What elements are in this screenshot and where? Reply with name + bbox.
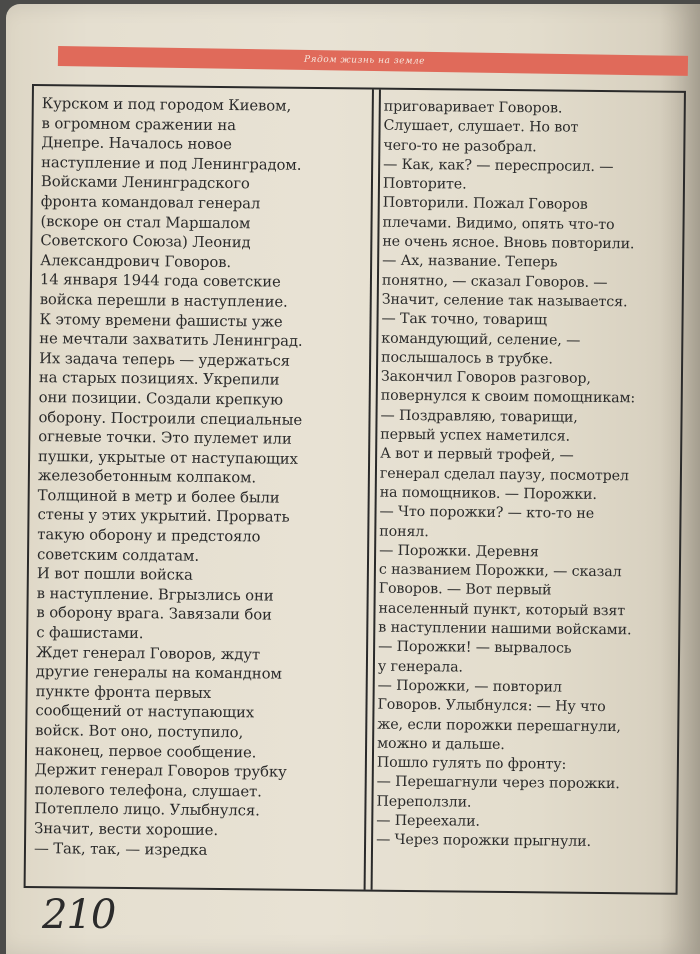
text-line: Держит генерал Говоров трубку	[34, 761, 287, 781]
text-line: — Переехали.	[376, 812, 480, 830]
text-line: — Ах, название. Теперь	[382, 253, 558, 271]
text-line: в огромном сражении на	[41, 114, 236, 134]
text-line: можно и дальше.	[377, 735, 505, 753]
text-line: с названием Порожки, — сказал	[378, 561, 622, 581]
text-line: Ждет генерал Говоров, ждут	[35, 643, 261, 664]
text-line: А вот и первый трофей, —	[380, 446, 574, 465]
text-line: железобетонным колпаком.	[37, 467, 257, 487]
text-line: — Порожки, — повторил	[377, 677, 562, 696]
text-line: Значит, вести хорошие.	[34, 820, 219, 839]
text-line: наконец, первое сообщение.	[34, 741, 257, 761]
text-line: на помощников. — Порожки.	[379, 484, 597, 503]
text-line: советским солдатам.	[36, 545, 200, 565]
right-column	[376, 98, 678, 854]
text-line: Войсками Ленинградского	[40, 173, 250, 193]
text-line: Переползли.	[376, 793, 472, 811]
text-line: — Так точно, товарищ	[381, 310, 547, 329]
book-page	[6, 4, 700, 954]
text-line: фронта командовал генерал	[40, 193, 261, 213]
text-line: в наступлении нашими войсками.	[378, 619, 632, 639]
text-line: Толщиной в метр и более были	[37, 486, 280, 507]
text-line: Закончил Говоров разговор,	[380, 368, 591, 388]
text-line: пункте фронта первых	[35, 682, 212, 702]
text-line: Днепре. Началось новое	[41, 134, 232, 154]
text-line: с фашистами.	[36, 624, 144, 643]
text-line: генерал сделал паузу, посмотрел	[379, 465, 629, 484]
text-line: Говоров. — Вот первый	[378, 581, 552, 599]
text-line: послышалось в трубке.	[381, 349, 553, 368]
text-line: 14 января 1944 года советские	[39, 271, 281, 291]
text-line: К этому времени фашисты уже	[39, 310, 283, 331]
text-line: — Через порожки прыгнули.	[376, 831, 592, 851]
text-line: войска перешли в наступление.	[39, 291, 288, 311]
text-line: полевого телефона, слушает.	[34, 780, 262, 801]
text-line: Говоров. Улыбнулся: — Ну что	[377, 696, 606, 716]
text-line: Повторили. Пожал Говоров	[382, 195, 588, 214]
text-frame	[24, 84, 686, 895]
text-line: повернулся к своим помощникам:	[380, 388, 636, 407]
text-line: населенный пункт, который взят	[378, 600, 626, 619]
text-line: в оборону врага. Завязали бои	[36, 604, 272, 624]
text-line: Повторите.	[382, 175, 467, 193]
text-line: на старых позициях. Укрепили	[38, 369, 280, 389]
text-line: другие генералы на командном	[35, 663, 282, 683]
text-line: Советского Союза) Леонид	[40, 232, 251, 252]
text-line: не мечтали захватить Ленинград.	[39, 330, 303, 350]
text-line: Курском и под городом Киевом,	[41, 95, 292, 115]
text-line: оборону. Построили специальные	[38, 408, 303, 429]
text-line: сообщений от наступающих	[35, 702, 255, 722]
text-line: (вскоре он стал Маршалом	[40, 212, 251, 232]
text-line: чего-то не разобрал.	[383, 137, 537, 155]
text-line: Их задача теперь — удержаться	[39, 349, 291, 370]
text-line: же, если порожки перешагнули,	[377, 716, 621, 735]
text-line: в наступление. Вгрызлись они	[36, 584, 274, 605]
text-line: И вот пошли войска	[36, 565, 193, 584]
text-line: огневые точки. Это пулемет или	[38, 428, 292, 448]
text-line: — Так, так, — изредка	[33, 839, 208, 859]
text-line: первый успех наметился.	[380, 426, 571, 445]
running-header: Рядом жизнь на земле	[303, 54, 426, 67]
text-line: пушки, укрытые от наступающих	[38, 447, 298, 468]
text-line: у генерала.	[377, 658, 463, 676]
text-line: войск. Вот оно, поступило,	[35, 722, 244, 742]
text-line: — Порожки. Деревня	[379, 542, 539, 561]
text-line: Слушает, слушает. Но вот	[383, 117, 579, 137]
text-line: Пошло гулять по фронту:	[376, 754, 567, 773]
text-line: — Поздравляю, товарищи,	[380, 407, 578, 426]
text-line: наступление и под Ленинградом.	[41, 153, 302, 174]
text-line: — Порожки! — вырвалось	[378, 638, 572, 657]
text-line: плечами. Видимо, опять что-то	[382, 214, 615, 233]
text-line: понятно, — сказал Говоров. —	[381, 272, 608, 291]
text-line: они позиции. Создали крепкую	[38, 388, 284, 409]
page-number: 210	[42, 892, 116, 938]
text-line: приговаривает Говоров.	[383, 98, 563, 117]
text-line: понял.	[379, 523, 429, 540]
text-line: Потеплело лицо. Улыбнулся.	[34, 800, 260, 820]
text-line: стены у этих укрытий. Прорвать	[37, 506, 290, 527]
text-line: Значит, селение так называется.	[381, 291, 628, 311]
text-line: — Что порожки? — кто-то не	[379, 503, 595, 523]
text-line: Александрович Говоров.	[40, 251, 232, 271]
left-column	[34, 94, 368, 862]
text-line: не очень ясное. Вновь повторили.	[382, 233, 635, 253]
text-line: — Как, как? — переспросил. —	[383, 156, 614, 175]
text-line: командующий, селение, —	[381, 330, 581, 349]
text-line: такую оборону и предстояло	[37, 526, 261, 546]
text-line: — Перешагнули через порожки.	[376, 774, 620, 793]
